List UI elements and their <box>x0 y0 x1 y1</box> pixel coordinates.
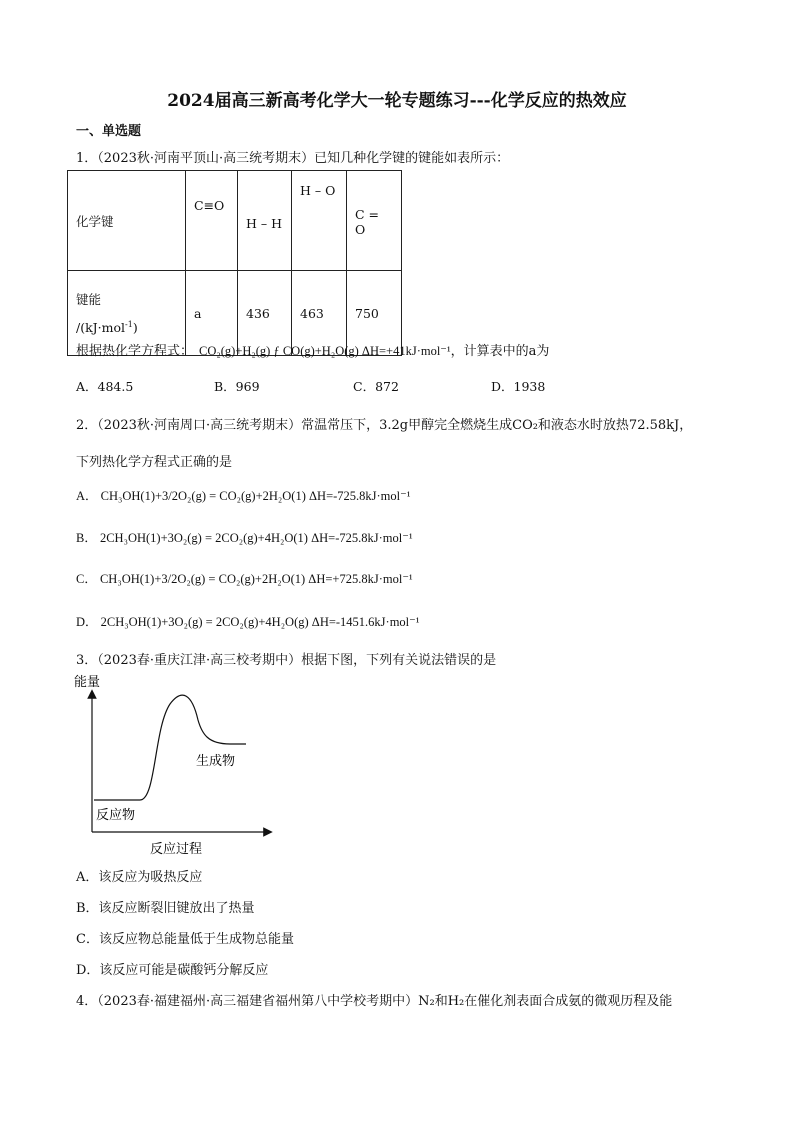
q1-line-pre: 根据热化学方程式： <box>76 344 194 359</box>
row-label-sup: -1 <box>125 320 133 330</box>
table-header-cell: H – H <box>238 171 292 271</box>
q3-option-c: C．该反应物总能量低于生成物总能量 <box>76 932 294 947</box>
reactant-label: 反应物 <box>96 808 136 823</box>
section-heading: 一、单选题 <box>76 124 142 139</box>
q1-option-c: C．872 <box>353 379 399 394</box>
option-equation: 2CH₃OH(1)+3O₂(g) = 2CO₂(g)+4H₂O(g) ΔH=-1451.6kJ·mol⁻¹ <box>100 615 420 629</box>
q2-option-a <box>76 486 410 504</box>
option-equation: CH₃OH(1)+3/2O₂(g) = CO₂(g)+2H₂O(1) ΔH=+725.8kJ·mol⁻¹ <box>99 572 413 586</box>
option-label: C． <box>76 572 97 586</box>
product-label: 生成物 <box>196 754 236 769</box>
row-label-end: ) <box>132 320 138 336</box>
y-axis-label: 能量 <box>74 675 101 690</box>
table-header-cell: C = O <box>347 171 402 271</box>
energy-diagram <box>70 668 280 858</box>
q1-equation-line <box>76 340 549 359</box>
option-equation: CH₃OH(1)+3/2O₂(g) = CO₂(g)+2H₂O(1) ΔH=-725.8kJ·mol⁻¹ <box>100 489 411 503</box>
q1-stem: 1．（2023秋·河南平顶山·高三统考期末）已知几种化学键的键能如表所示： <box>76 151 510 166</box>
table-value-cell: 463 <box>292 271 347 356</box>
q1-option-d: D．1938 <box>491 379 546 394</box>
table-header-cell: 化学键 <box>68 171 186 271</box>
table-value-cell: a <box>186 271 238 356</box>
q3-option-a: A．该反应为吸热反应 <box>76 870 203 885</box>
q2-stem-line2: 下列热化学方程式正确的是 <box>76 455 233 470</box>
q2-stem-line1: 2．（2023秋·河南周口·高三统考期末）常温常压下，3.2g甲醇完全燃烧生成CO₂和液态水时放热72.58kJ， <box>76 418 693 433</box>
q4-stem: 4．（2023春·福建福州·高三福建省福州第八中学校考期中）N₂和H₂在催化剂表面合成氨的微观历程及能 <box>76 994 673 1009</box>
table-value-cell: 750 <box>347 271 402 356</box>
q1-option-b: B．969 <box>214 379 260 394</box>
q3-stem: 3．（2023春·重庆江津·高三校考期中）根据下图，下列有关说法错误的是 <box>76 653 497 668</box>
q3-option-d: D．该反应可能是碳酸钙分解反应 <box>76 963 269 978</box>
bond-energy-table <box>67 170 402 356</box>
row-label-line2 <box>76 320 177 335</box>
q1-option-a: A．484.5 <box>76 379 134 394</box>
page-title: 2024届高三新高考化学大一轮专题练习---化学反应的热效应 <box>167 91 627 111</box>
option-equation: 2CH₃OH(1)+3O₂(g) = 2CO₂(g)+4H₂O(1) ΔH=-725.8kJ·mol⁻¹ <box>99 531 413 545</box>
table-header-cell: C≡O <box>186 171 238 271</box>
option-label: B． <box>76 531 97 545</box>
table-value-cell: 436 <box>238 271 292 356</box>
q3-option-b: B．该反应断裂旧键放出了热量 <box>76 901 255 916</box>
q1-equation: CO₂(g)+H₂(g) ƒ CO(g)+H₂O(g) ΔH=+41kJ·mol⁻¹ <box>199 344 451 358</box>
option-label: D． <box>76 615 98 629</box>
table-header-cell: H – O <box>292 171 347 271</box>
row-label-unit: /(kJ·mol <box>76 320 126 336</box>
q2-option-c <box>76 569 413 587</box>
row-label-line1: 键能 <box>76 292 102 308</box>
option-label: A． <box>76 489 98 503</box>
q2-option-d <box>76 612 420 630</box>
q2-option-b <box>76 528 413 546</box>
q1-line-post: ，计算表中的a为 <box>450 344 550 359</box>
x-axis-label: 反应过程 <box>150 842 203 857</box>
energy-curve <box>94 695 246 800</box>
